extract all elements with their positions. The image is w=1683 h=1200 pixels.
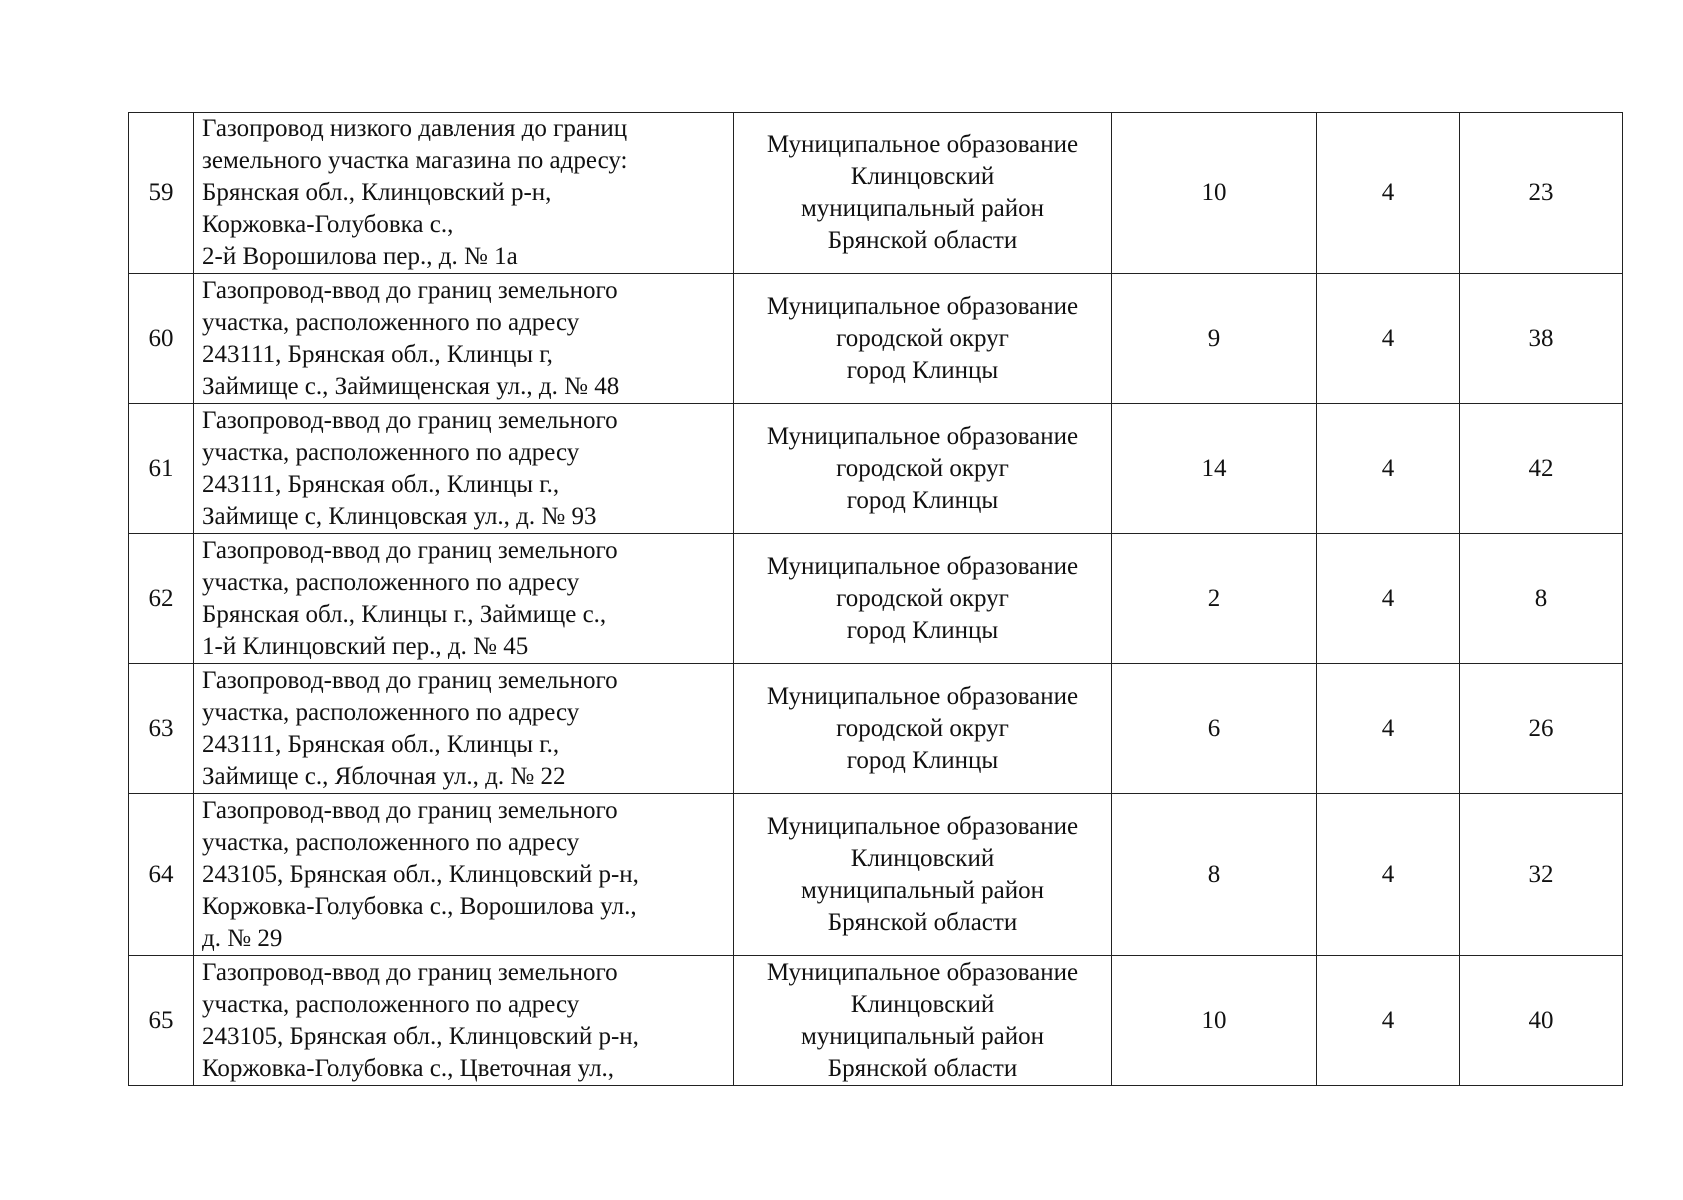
- value-1: 6: [1112, 664, 1317, 794]
- gas-pipeline-table: [128, 112, 1623, 1086]
- table-row: [129, 274, 1623, 404]
- object-name: Газопровод-ввод до границ земельного участка, расположенного по адресу 243105, Брянская обл., Клинцовский р-н, Коржовка-Голубовка с., Ворошилова ул., д. № 29: [194, 794, 734, 956]
- value-3: 8: [1460, 534, 1623, 664]
- owner: Муниципальное образование Клинцовский муниципальный район Брянской области: [734, 113, 1112, 274]
- row-number: 61: [129, 404, 194, 534]
- value-1: 10: [1112, 956, 1317, 1086]
- object-name: Газопровод-ввод до границ земельного участка, расположенного по адресу 243111, Брянская обл., Клинцы г., Займище с, Клинцовская ул., д. № 93: [194, 404, 734, 534]
- value-1: 14: [1112, 404, 1317, 534]
- object-name: Газопровод низкого давления до границ земельного участка магазина по адресу: Брянская обл., Клинцовский р-н, Коржовка-Голубовка с., 2-й Ворошилова пер., д. № 1а: [194, 113, 734, 274]
- row-number: 59: [129, 113, 194, 274]
- value-2: 4: [1317, 664, 1460, 794]
- object-name: Газопровод-ввод до границ земельного участка, расположенного по адресу 243111, Брянская обл., Клинцы г., Займище с., Яблочная ул., д. № 22: [194, 664, 734, 794]
- owner: Муниципальное образование городской округ город Клинцы: [734, 534, 1112, 664]
- table-row: [129, 113, 1623, 274]
- owner: Муниципальное образование городской округ город Клинцы: [734, 664, 1112, 794]
- value-3: 42: [1460, 404, 1623, 534]
- row-number: 60: [129, 274, 194, 404]
- table-row: [129, 956, 1623, 1086]
- object-name: Газопровод-ввод до границ земельного участка, расположенного по адресу 243111, Брянская обл., Клинцы г, Займище с., Займищенская ул., д. № 48: [194, 274, 734, 404]
- row-number: 62: [129, 534, 194, 664]
- value-3: 38: [1460, 274, 1623, 404]
- table-row: [129, 404, 1623, 534]
- value-2: 4: [1317, 404, 1460, 534]
- row-number: 65: [129, 956, 194, 1086]
- value-3: 26: [1460, 664, 1623, 794]
- table-row: [129, 664, 1623, 794]
- table-body: [129, 113, 1623, 1086]
- value-1: 9: [1112, 274, 1317, 404]
- table-row: [129, 534, 1623, 664]
- value-2: 4: [1317, 534, 1460, 664]
- table-row: [129, 794, 1623, 956]
- value-1: 2: [1112, 534, 1317, 664]
- value-2: 4: [1317, 794, 1460, 956]
- owner: Муниципальное образование городской округ город Клинцы: [734, 274, 1112, 404]
- value-1: 10: [1112, 113, 1317, 274]
- value-2: 4: [1317, 113, 1460, 274]
- owner: Муниципальное образование Клинцовский муниципальный район Брянской области: [734, 794, 1112, 956]
- owner: Муниципальное образование городской округ город Клинцы: [734, 404, 1112, 534]
- row-number: 64: [129, 794, 194, 956]
- object-name: Газопровод-ввод до границ земельного участка, расположенного по адресу Брянская обл., Клинцы г., Займище с., 1-й Клинцовский пер., д. № 45: [194, 534, 734, 664]
- value-3: 40: [1460, 956, 1623, 1086]
- value-3: 23: [1460, 113, 1623, 274]
- value-2: 4: [1317, 956, 1460, 1086]
- value-2: 4: [1317, 274, 1460, 404]
- value-1: 8: [1112, 794, 1317, 956]
- owner: Муниципальное образование Клинцовский муниципальный район Брянской области: [734, 956, 1112, 1086]
- row-number: 63: [129, 664, 194, 794]
- object-name: Газопровод-ввод до границ земельного участка, расположенного по адресу 243105, Брянская обл., Клинцовский р-н, Коржовка-Голубовка с., Цветочная ул.,: [194, 956, 734, 1086]
- value-3: 32: [1460, 794, 1623, 956]
